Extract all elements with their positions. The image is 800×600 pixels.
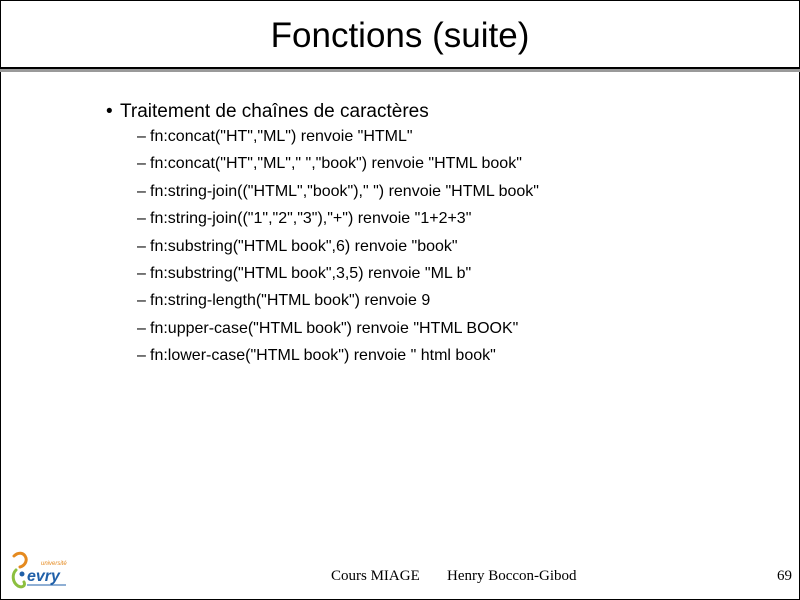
list-item: [137, 346, 786, 373]
page-number: 69: [777, 568, 792, 584]
list-item: [137, 182, 786, 209]
bullet-item: [106, 100, 786, 124]
list-item: [137, 237, 786, 264]
title-bar: [0, 0, 800, 69]
list-item: [137, 154, 786, 181]
list-item-text: fn:substring("HTML book",6) renvoie "book": [150, 237, 458, 255]
dash-icon: –: [137, 319, 146, 337]
slide-title: Fonctions (suite): [270, 16, 530, 55]
logo-wordmark: evry: [27, 568, 60, 585]
list-item-text: fn:upper-case("HTML book") renvoie "HTML BOOK": [150, 319, 519, 337]
slide-footer: [0, 566, 800, 590]
list-item-text: fn:string-join(("1","2","3"),"+") renvoie "1+2+3": [150, 210, 472, 228]
dash-icon: –: [137, 347, 146, 365]
footer-author: Henry Boccon-Gibod: [447, 568, 577, 584]
dash-icon: –: [137, 210, 146, 228]
dash-icon: –: [137, 128, 146, 145]
dash-icon: –: [137, 264, 146, 282]
dash-icon: –: [137, 155, 146, 173]
list-item-text: fn:string-length("HTML book") renvoie 9: [150, 292, 431, 310]
bullet-text: Traitement de chaînes de caractères: [120, 101, 429, 122]
list-item-text: fn:concat("HT","ML") renvoie "HTML": [150, 128, 413, 145]
bullet-icon: •: [106, 101, 113, 122]
slide-content: [106, 100, 786, 374]
logo-small-text: université: [41, 561, 67, 567]
list-item: [137, 291, 786, 318]
logo-orange-swoosh: [14, 553, 26, 567]
dash-icon: –: [137, 237, 146, 255]
list-item: [137, 127, 786, 154]
list-item: [137, 264, 786, 291]
list-item-text: fn:concat("HT","ML"," ","book") renvoie "HTML book": [150, 155, 522, 173]
footer-course: Cours MIAGE: [331, 568, 420, 584]
dash-icon: –: [137, 182, 146, 200]
list-item: [137, 209, 786, 236]
subitem-list: [137, 127, 786, 374]
list-item-text: fn:string-join(("HTML","book")," ") renvoie "HTML book": [150, 182, 539, 200]
list-item-text: fn:lower-case("HTML book") renvoie " html book": [150, 347, 496, 365]
list-item-text: fn:substring("HTML book",3,5) renvoie "ML b": [150, 264, 472, 282]
dash-icon: –: [137, 292, 146, 310]
list-item: [137, 319, 786, 346]
